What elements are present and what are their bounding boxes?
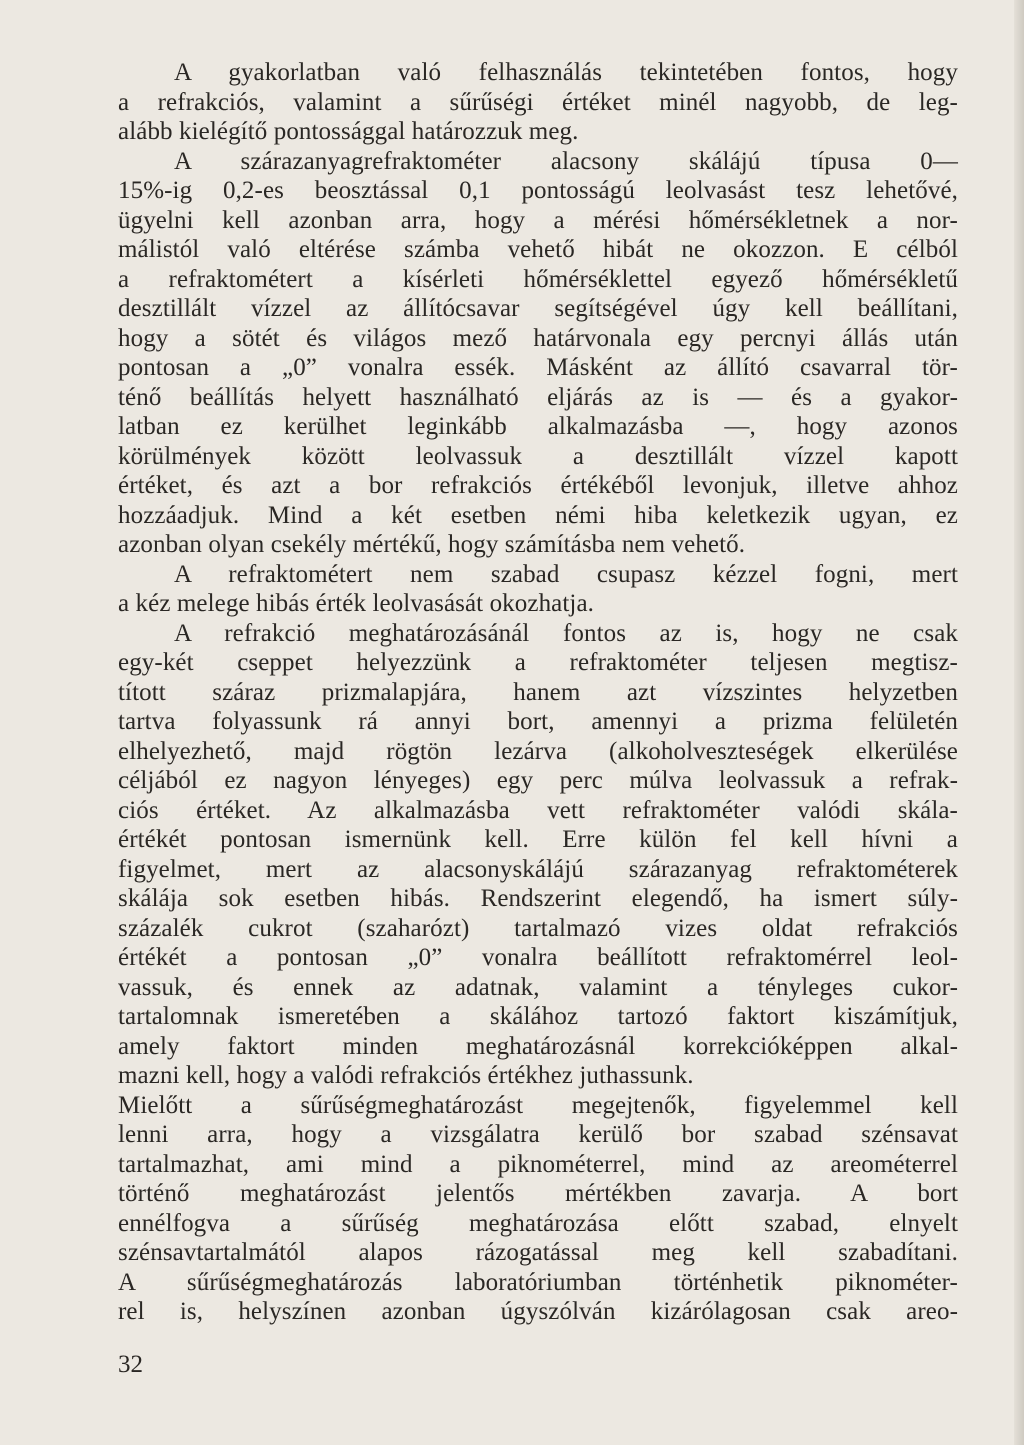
text-line: történő meghatározást jelentős mértékben zavarja. A bort: [118, 1180, 958, 1207]
text-line: tított száraz prizmalapjára, hanem azt vízszintes helyzetben: [118, 678, 958, 706]
text-line: ügyelni kell azonban arra, hogy a mérési hőmérsékletnek a nor-: [118, 206, 958, 234]
text-line: tartva folyassunk rá annyi bort, amennyi a prizma felületén: [118, 708, 958, 735]
text-line: a kéz melege hibás érték leolvasását okozhatja.: [118, 590, 595, 617]
text-line: céljából ez nagyon lényeges) egy perc múlva leolvassuk a refrak-: [118, 767, 958, 794]
text-line: A refrakció meghatározásánál fontos az is, hogy ne csak: [174, 619, 958, 647]
page-edge: [1014, 0, 1024, 1445]
text-line: körülmények között leolvassuk a desztillált vízzel kapott: [118, 442, 958, 470]
text-line: százalék cukrot (szaharózt) tartalmazó vizes oldat refrakciós: [118, 914, 958, 942]
text-line: rel is, helyszínen azonban úgyszólván kizárólagosan csak areo-: [118, 1298, 958, 1325]
text-line: értékét pontosan ismernünk kell. Erre külön fel kell hívni a: [118, 826, 958, 853]
text-line: alább kielégítő pontossággal határozzuk meg.: [118, 118, 579, 145]
page-number: 32: [118, 1351, 143, 1378]
text-line: vassuk, és ennek az adatnak, valamint a tényleges cukor-: [118, 973, 958, 1001]
text-line: a refrakciós, valamint a sűrűségi értéket minél nagyobb, de leg-: [118, 88, 958, 116]
text-line: hozzáadjuk. Mind a két esetben némi hiba keletkezik ugyan, ez: [118, 501, 958, 529]
text-line: figyelmet, mert az alacsonyskálájú szárazanyag refraktométerek: [118, 855, 958, 883]
text-line: A szárazanyagrefraktométer alacsony skálájú típusa 0—: [174, 147, 958, 175]
text-line: A refraktométert nem szabad csupasz kézzel fogni, mert: [174, 560, 958, 588]
text-line: desztillált vízzel az állítócsavar segítségével úgy kell beállítani,: [118, 295, 958, 322]
text-line: tartalmazhat, ami mind a piknométerrel, mind az areométerrel: [118, 1150, 958, 1178]
text-line: A sűrűségmeghatározás laboratóriumban történhetik piknométer-: [118, 1268, 958, 1296]
text-line: értéket, és azt a bor refrakciós értékéből levonjuk, illetve ahhoz: [118, 472, 958, 499]
text-line: hogy a sötét és világos mező határvonala egy percnyi állás után: [118, 324, 958, 352]
text-line: a refraktométert a kísérleti hőmérséklettel egyező hőmérsékletű: [118, 265, 958, 293]
text-line: A gyakorlatban való felhasználás tekintetében fontos, hogy: [174, 59, 958, 86]
text-line: elhelyezhető, majd rögtön lezárva (alkoholveszteségek elkerülése: [118, 737, 958, 765]
text-line: mazni kell, hogy a valódi refrakciós értékhez juthassunk.: [118, 1062, 694, 1089]
text-line: málistól való eltérése számba vehető hibát ne okozzon. E célból: [118, 236, 958, 263]
text-line: amely faktort minden meghatározásnál korrekcióképpen alkal-: [118, 1032, 958, 1060]
text-line: szénsavtartalmától alapos rázogatással meg kell szabadítani.: [118, 1239, 958, 1266]
body-text: [118, 58, 958, 1327]
text-line: értékét a pontosan „0” vonalra beállított refraktomérrel leol-: [118, 944, 958, 971]
text-line: lenni arra, hogy a vizsgálatra kerülő bor szabad szénsavat: [118, 1121, 958, 1148]
text-line: skálája sok esetben hibás. Rendszerint elegendő, ha ismert súly-: [118, 885, 958, 912]
text-line: ennélfogva a sűrűség meghatározása előtt szabad, elnyelt: [118, 1209, 958, 1237]
text-line: ciós értéket. Az alkalmazásba vett refraktométer valódi skála-: [118, 796, 958, 824]
text-line: ténő beállítás helyett használható eljárás az is — és a gyakor-: [118, 383, 958, 411]
text-line: egy-két cseppet helyezzünk a refraktométer teljesen megtisz-: [118, 649, 958, 676]
text-line: 15%-ig 0,2-es beosztással 0,1 pontosságú leolvasást tesz lehetővé,: [118, 177, 958, 204]
text-line: azonban olyan csekély mértékű, hogy számításba nem vehető.: [118, 531, 746, 558]
text-line: tartalomnak ismeretében a skálához tartozó faktort kiszámítjuk,: [118, 1003, 958, 1030]
text-line: pontosan a „0” vonalra essék. Másként az állító csavarral tör-: [118, 354, 958, 381]
text-line: latban ez kerülhet leginkább alkalmazásba —, hogy azonos: [118, 413, 958, 440]
text-line: Mielőtt a sűrűségmeghatározást megejtenők, figyelemmel kell: [118, 1091, 958, 1119]
